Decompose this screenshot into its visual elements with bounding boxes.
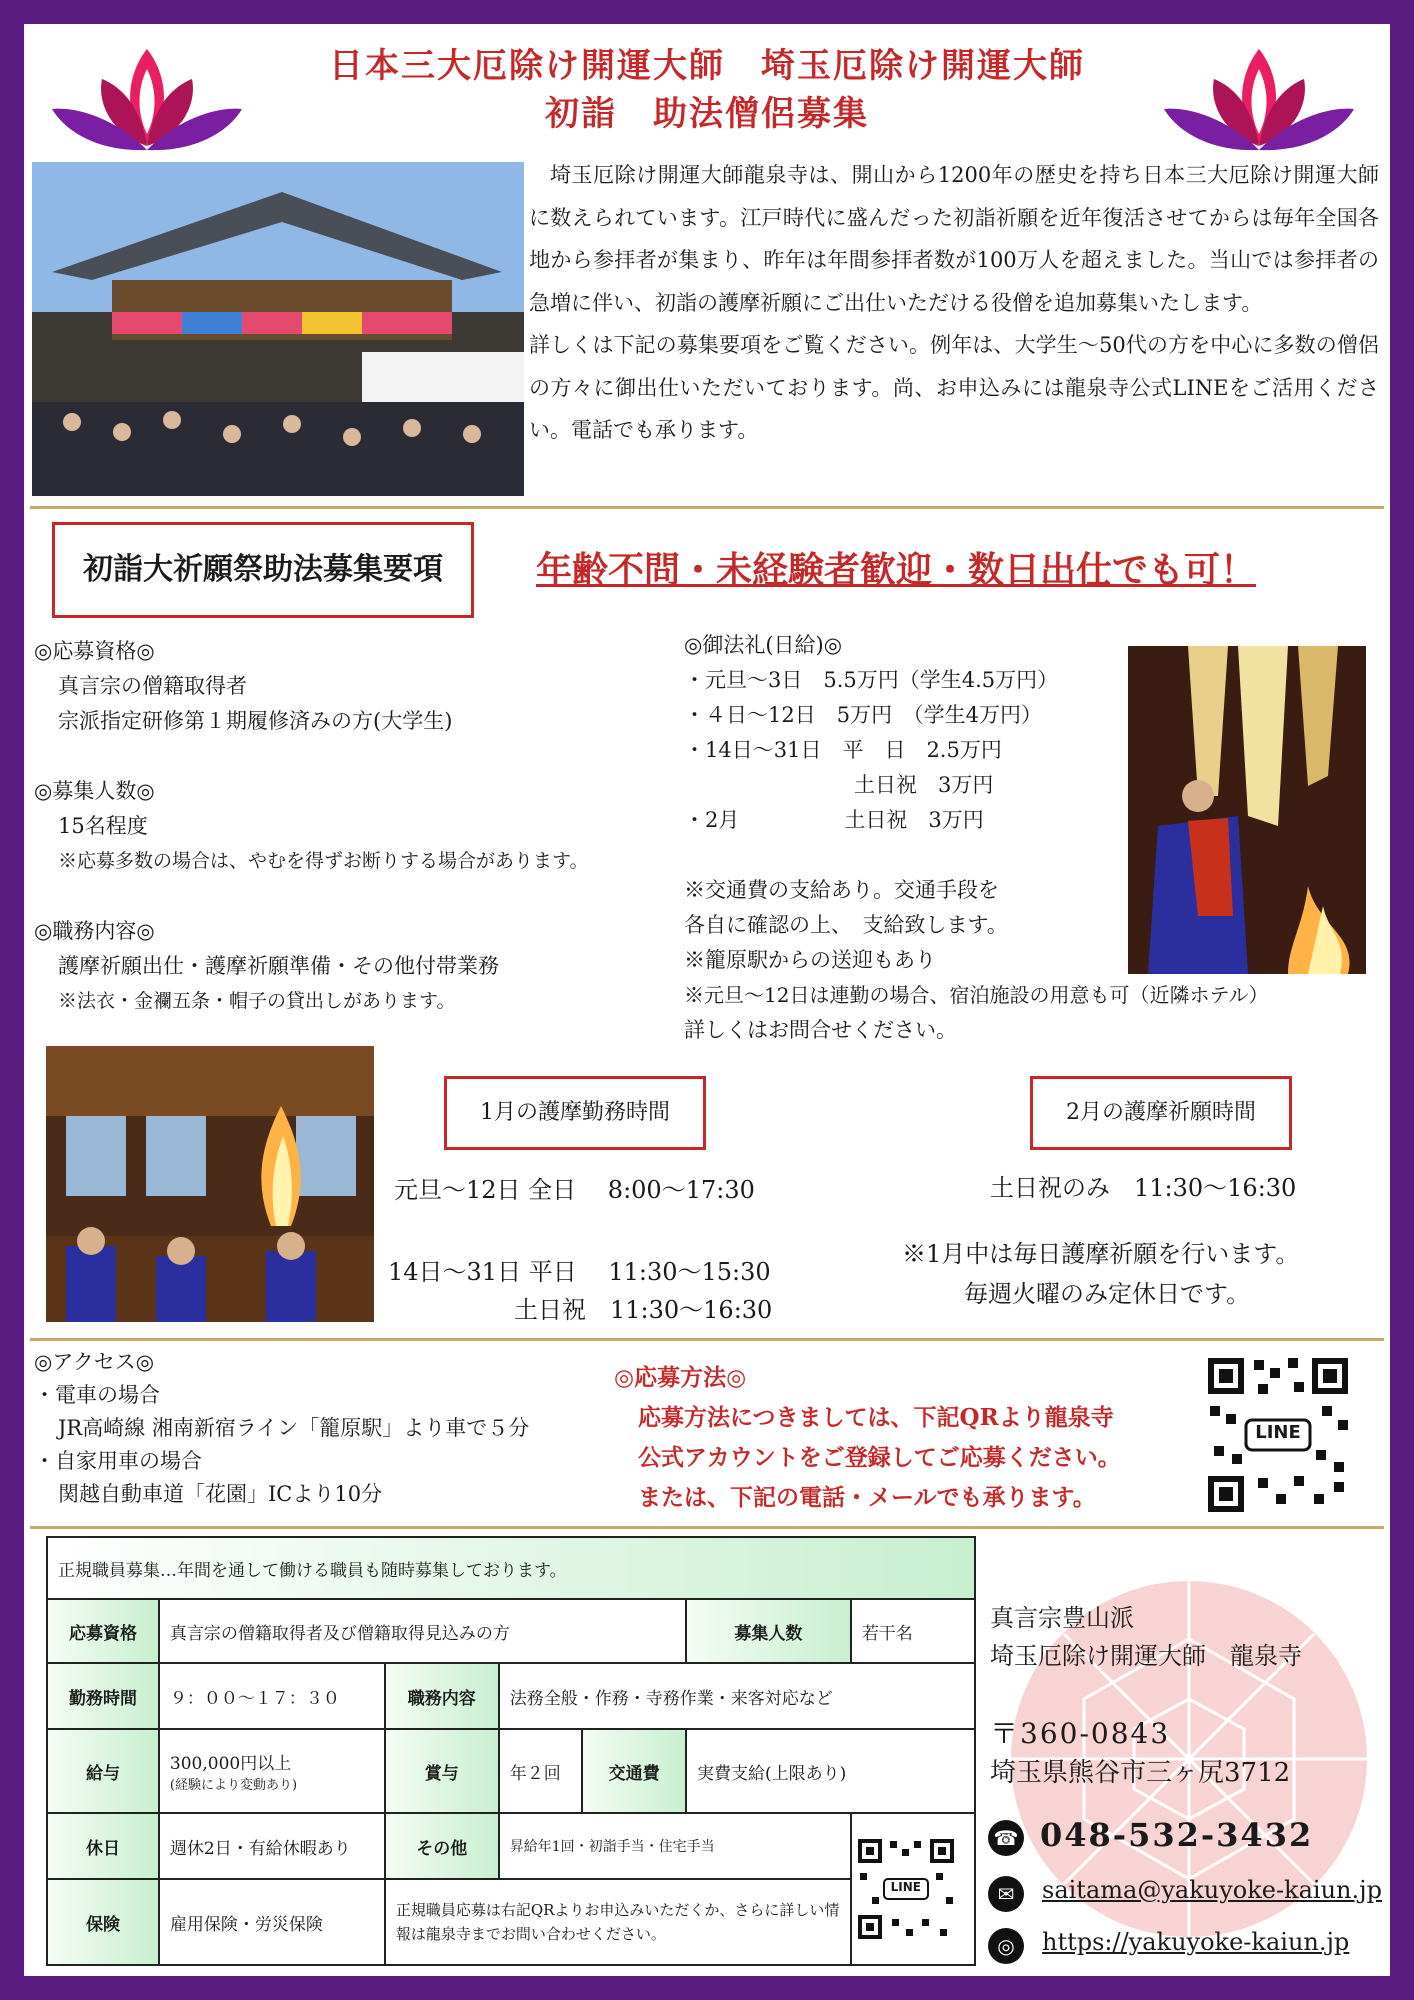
table-header: 賞与 bbox=[385, 1729, 499, 1813]
duties-value: 護摩祈願出仕・護摩祈願準備・その他付帯業務 bbox=[58, 954, 499, 978]
table-cell bbox=[851, 1813, 975, 1965]
pay-row: 土日祝 3万円 bbox=[854, 773, 994, 797]
pay-row: ・2月 土日祝 3万円 bbox=[684, 808, 984, 832]
goma-photo bbox=[46, 1046, 374, 1322]
footer-temple: 埼玉厄除け開運大師 龍泉寺 bbox=[990, 1642, 1302, 1670]
pay-note: ※籠原駅からの送迎もあり bbox=[684, 948, 936, 972]
feb-schedule-line: 土日祝のみ 11:30〜16:30 bbox=[990, 1174, 1297, 1202]
table-cell: 昇給年1回・初詣手当・住宅手当 bbox=[499, 1813, 851, 1879]
apply-section bbox=[614, 1358, 1214, 1518]
count-value: 15名程度 bbox=[58, 814, 148, 838]
table-header: 募集人数 bbox=[686, 1599, 851, 1663]
qr-line-label: LINE bbox=[890, 1880, 921, 1894]
intro-text bbox=[529, 154, 1379, 452]
footer-sect: 真言宗豊山派 bbox=[990, 1604, 1134, 1632]
footer-website[interactable]: https://yakuyoke-kaiun.jp bbox=[1042, 1928, 1350, 1956]
table-cell bbox=[159, 1729, 385, 1813]
table-row bbox=[47, 1813, 975, 1879]
fulltime-table bbox=[46, 1536, 976, 1966]
table-row bbox=[47, 1537, 975, 1599]
footer-email[interactable]: saitama@yakuyoke-kaiun.jp bbox=[1042, 1876, 1382, 1904]
count-heading: ◎募集人数◎ bbox=[34, 779, 155, 803]
table-header: 職務内容 bbox=[385, 1663, 499, 1729]
qr-code-icon[interactable] bbox=[1204, 1354, 1352, 1516]
mail-icon: ✉ bbox=[988, 1876, 1024, 1912]
table-header: 応募資格 bbox=[47, 1599, 159, 1663]
pay-note: ※交通費の支給あり。交通手段を bbox=[684, 878, 999, 902]
divider bbox=[30, 1338, 1384, 1341]
table-cell: 週休2日・有給休暇あり bbox=[159, 1813, 385, 1879]
footer-postal: 〒360-0843 bbox=[990, 1717, 1171, 1750]
table-row bbox=[47, 1879, 975, 1965]
apply-line: 応募方法につきましては、下記QRより龍泉寺 bbox=[638, 1404, 1114, 1431]
footer-address: 埼玉県熊谷市三ヶ尻3712 bbox=[990, 1758, 1291, 1788]
table-cell: 真言宗の僧籍取得者及び僧籍取得見込みの方 bbox=[159, 1599, 686, 1663]
fulltime-banner: 正規職員募集…年間を通して働ける職員も随時募集しております。 bbox=[47, 1537, 975, 1599]
jan-schedule-line: 元旦〜12日 全日 8:00〜17:30 bbox=[394, 1176, 755, 1204]
access-car-detail: 関越自動車道「花園」ICより10分 bbox=[58, 1482, 383, 1506]
jan-schedule-line: 14日〜31日 平日 11:30〜15:30 bbox=[388, 1258, 771, 1286]
pay-note: 各自に確認の上、 支給致します。 bbox=[684, 913, 1008, 937]
count-note: ※応募多数の場合は、やむを得ずお断りする場合があります。 bbox=[58, 850, 589, 872]
pay-note: 詳しくはお問合せください。 bbox=[684, 1018, 957, 1042]
qr-code-icon[interactable] bbox=[856, 1837, 956, 1941]
apply-line: 公式アカウントをご登録してご応募ください。 bbox=[638, 1444, 1121, 1471]
recruit-title-box: 初詣大祈願祭助法募集要項 bbox=[52, 522, 474, 618]
table-cell: 正規職員応募は右記QRよりお申込みいただくか、さらに詳しい情報は龍泉寺までお問い合わせください。 bbox=[385, 1879, 851, 1965]
feb-schedule-note: 毎週火曜のみ定休日です。 bbox=[964, 1280, 1251, 1308]
apply-heading: ◎応募方法◎ bbox=[614, 1364, 747, 1391]
pay-row: ・元旦〜3日 5.5万円（学生4.5万円） bbox=[684, 668, 1059, 692]
table-row bbox=[47, 1663, 975, 1729]
duties-heading: ◎職務内容◎ bbox=[34, 919, 155, 943]
pay-row: ・４日〜12日 5万円 （学生4万円） bbox=[684, 703, 1042, 727]
table-cell: 若干名 bbox=[851, 1599, 975, 1663]
intro-paragraph: 詳しくは下記の募集要項をご覧ください。例年は、大学生〜50代の方を中心に多数の僧侶の方々に御出仕いただいております。尚、お申込みには龍泉寺公式LINEをご活用ください。電話でも承ります。 bbox=[529, 333, 1379, 442]
table-row bbox=[47, 1599, 975, 1663]
table-header: 給与 bbox=[47, 1729, 159, 1813]
access-heading: ◎アクセス◎ bbox=[34, 1350, 155, 1374]
access-train-detail: JR高崎線 湘南新宿ライン「籠原駅」より車で５分 bbox=[58, 1416, 530, 1440]
divider bbox=[30, 506, 1384, 509]
table-header: 保険 bbox=[47, 1879, 159, 1965]
access-section bbox=[34, 1346, 634, 1511]
duties-note: ※法衣・金襴五条・帽子の貸出しがあります。 bbox=[58, 990, 456, 1012]
recruit-headline: 年齢不問・未経験者歓迎・数日出仕でも可！ bbox=[536, 549, 1257, 591]
page-subtitle: 初詣 助法僧侶募集 bbox=[545, 94, 869, 134]
jan-schedule-label: 1月の護摩勤務時間 bbox=[444, 1076, 706, 1150]
eligibility-heading: ◎応募資格◎ bbox=[34, 639, 155, 663]
table-cell: 実費支給(上限あり) bbox=[686, 1729, 975, 1813]
salary-value: 300,000円以上 bbox=[169, 1754, 292, 1774]
qr-line-label: LINE bbox=[1255, 1422, 1301, 1443]
eligibility-line: 真言宗の僧籍取得者 bbox=[58, 674, 247, 698]
footer-phone[interactable]: 048-532-3432 bbox=[1040, 1816, 1314, 1854]
jan-schedule-line: 土日祝 11:30〜16:30 bbox=[514, 1296, 773, 1324]
feb-schedule-note: ※1月中は毎日護摩祈願を行います。 bbox=[902, 1240, 1300, 1268]
poster bbox=[24, 24, 1390, 1976]
phone-icon: ☎ bbox=[988, 1820, 1024, 1856]
monk-photo bbox=[1128, 646, 1366, 974]
pay-heading: ◎御法礼(日給)◎ bbox=[684, 633, 843, 657]
globe-icon: ◎ bbox=[988, 1928, 1024, 1964]
divider bbox=[30, 1526, 1384, 1529]
table-header: 交通費 bbox=[582, 1729, 686, 1813]
access-car-label: ・自家用車の場合 bbox=[34, 1449, 202, 1473]
table-cell: 年２回 bbox=[499, 1729, 582, 1813]
pay-row: ・14日〜31日 平 日 2.5万円 bbox=[684, 738, 1002, 762]
table-cell: ９：００〜１７：３０ bbox=[159, 1663, 385, 1729]
salary-note: (経験により変動あり) bbox=[169, 1778, 298, 1793]
pay-note: ※元旦〜12日は連勤の場合、宿泊施設の用意も可（近隣ホテル） bbox=[684, 983, 1269, 1007]
table-header: その他 bbox=[385, 1813, 499, 1879]
access-train-label: ・電車の場合 bbox=[34, 1383, 160, 1407]
table-header: 勤務時間 bbox=[47, 1663, 159, 1729]
eligibility-line: 宗派指定研修第１期履修済みの方(大学生) bbox=[58, 709, 453, 733]
table-cell: 法務全般・作務・寺務作業・来客対応など bbox=[499, 1663, 975, 1729]
intro-paragraph: 埼玉厄除け開運大師龍泉寺は、開山から1200年の歴史を持ち日本三大厄除け開運大師に数えられています。江戸時代に盛んだった初詣祈願を近年復活させてからは毎年全国各地から参拝者が集まり、昨年は年間参拝者数が100万人を超えました。当山では参拝者の急増に伴い、初詣の護摩祈願にご出仕いただける役僧を追加募集いたします。 bbox=[529, 163, 1379, 315]
recruit-left-column bbox=[34, 634, 694, 1019]
table-row bbox=[47, 1729, 975, 1813]
apply-line: または、下記の電話・メールでも承ります。 bbox=[638, 1484, 1096, 1511]
page-title: 日本三大厄除け開運大師 埼玉厄除け開運大師 bbox=[329, 46, 1085, 86]
temple-photo bbox=[32, 162, 524, 496]
table-cell: 雇用保険・労災保険 bbox=[159, 1879, 385, 1965]
table-header: 休日 bbox=[47, 1813, 159, 1879]
feb-schedule-label: 2月の護摩祈願時間 bbox=[1030, 1076, 1292, 1150]
